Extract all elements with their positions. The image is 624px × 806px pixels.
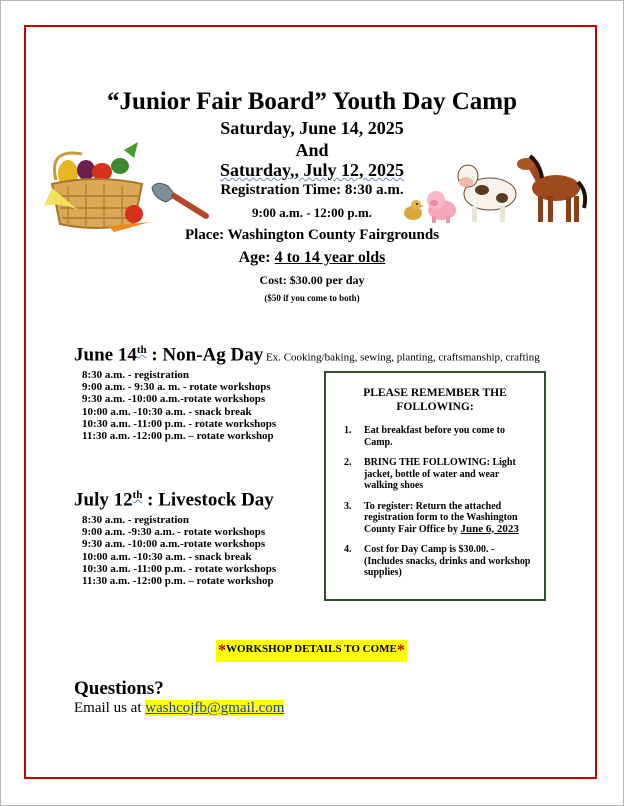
email-line — [74, 700, 284, 717]
schedule-item: 8:30 a.m. - registration — [82, 514, 190, 526]
workshop-note — [216, 640, 407, 662]
place-line — [0, 227, 624, 244]
email-prefix: Email us at — [74, 700, 146, 716]
and-text: And — [295, 140, 329, 160]
reminder-title: PLEASE REMEMBER THE FOLLOWING: — [363, 387, 507, 413]
schedule-item: 11:30 a.m. -12:00 p.m. – rotate workshop — [82, 575, 274, 588]
age-value: 4 to 14 year olds — [274, 249, 386, 266]
day2-title: : Livestock Day — [142, 489, 274, 511]
schedule-item: 8:30 a.m. - registration — [82, 369, 190, 381]
cost-note: ($50 if you come to both) — [264, 293, 360, 303]
day1-sup: th — [136, 344, 147, 356]
reminder-number: 4. — [344, 544, 352, 555]
reminder-number: 3. — [344, 500, 352, 512]
schedule-item: 9:30 a.m. -10:00 a.m.-rotate workshops — [82, 393, 266, 406]
age-label: Age: — [238, 249, 275, 266]
place-label: Place: — [184, 227, 228, 243]
reminder-item — [344, 544, 534, 579]
page-title: “Junior Fair Board” Youth Day Camp — [106, 88, 517, 115]
day2-schedule — [82, 514, 276, 587]
day1-example: Ex. Cooking/baking, sewing, planting, craftsmanship, crafting — [263, 351, 540, 364]
age-line — [0, 249, 624, 267]
reminder-box — [324, 371, 546, 601]
reminder-list — [344, 425, 534, 588]
reminder-item — [344, 425, 534, 448]
reminder-number: 1. — [344, 425, 352, 436]
cost-line: Cost: $30.00 per day — [259, 273, 365, 287]
email-link[interactable]: washcojfb@gmail.com — [145, 700, 285, 716]
day1-schedule — [82, 369, 276, 442]
workshop-note-text: WORKSHOP DETAILS TO COME — [226, 643, 397, 655]
day2-heading — [74, 489, 274, 511]
star-icon: * — [396, 642, 405, 659]
schedule-item: 9:00 a.m. -9:30 a.m. - rotate workshops — [82, 526, 266, 539]
reminder-item — [344, 457, 534, 492]
schedule-item: 10:30 a.m. -11:00 p.m. - rotate workshops — [82, 417, 277, 430]
event-date-1: Saturday, June 14, 2025 — [220, 118, 404, 138]
schedule-item: 9:30 a.m. -10:00 a.m.-rotate workshops — [82, 538, 266, 551]
place-value: Washington County Fairgrounds — [227, 227, 440, 243]
registration-deadline: June 6, 2023 — [460, 522, 519, 535]
schedule-item: 10:30 a.m. -11:00 p.m. - rotate workshops — [82, 562, 277, 575]
camp-hours: 9:00 a.m. - 12:00 p.m. — [252, 205, 372, 220]
reminder-item — [344, 501, 534, 536]
day2-date: July 12 — [74, 489, 133, 511]
reminder-number: 2. — [344, 457, 352, 468]
reminder-text: To register: Return the attached registration form to the Washington County Fair Office by — [364, 500, 518, 535]
schedule-item: 9:00 a.m. - 9:30 a. m. - rotate workshops — [82, 381, 271, 394]
reminder-text: Cost for Day Camp is $30.00. - (Includes snacks, drinks and workshop supplies) — [364, 544, 531, 578]
day2-sup: th — [132, 489, 143, 501]
questions-heading: Questions? — [74, 678, 164, 699]
registration-time: Registration Time: 8:30 a.m. — [220, 182, 404, 198]
day1-date: June 14 — [74, 344, 137, 366]
event-date-2 — [0, 160, 624, 181]
event-date-2-text: Saturday,, July 12, 2025 — [219, 160, 405, 180]
day1-heading — [74, 344, 540, 366]
reminder-text: BRING THE FOLLOWING: Light jacket, bottle of water and wear walking shoes — [364, 457, 516, 491]
schedule-item: 10:00 a.m. -10:30 a.m. - snack break — [82, 405, 252, 418]
star-icon: * — [218, 642, 226, 659]
schedule-item: 10:00 a.m. -10:30 a.m. - snack break — [82, 550, 252, 563]
day1-title: : Non-Ag Day — [146, 344, 264, 366]
reminder-text: Eat breakfast before you come to Camp. — [364, 425, 505, 448]
schedule-item: 11:30 a.m. -12:00 p.m. – rotate workshop — [82, 430, 274, 443]
